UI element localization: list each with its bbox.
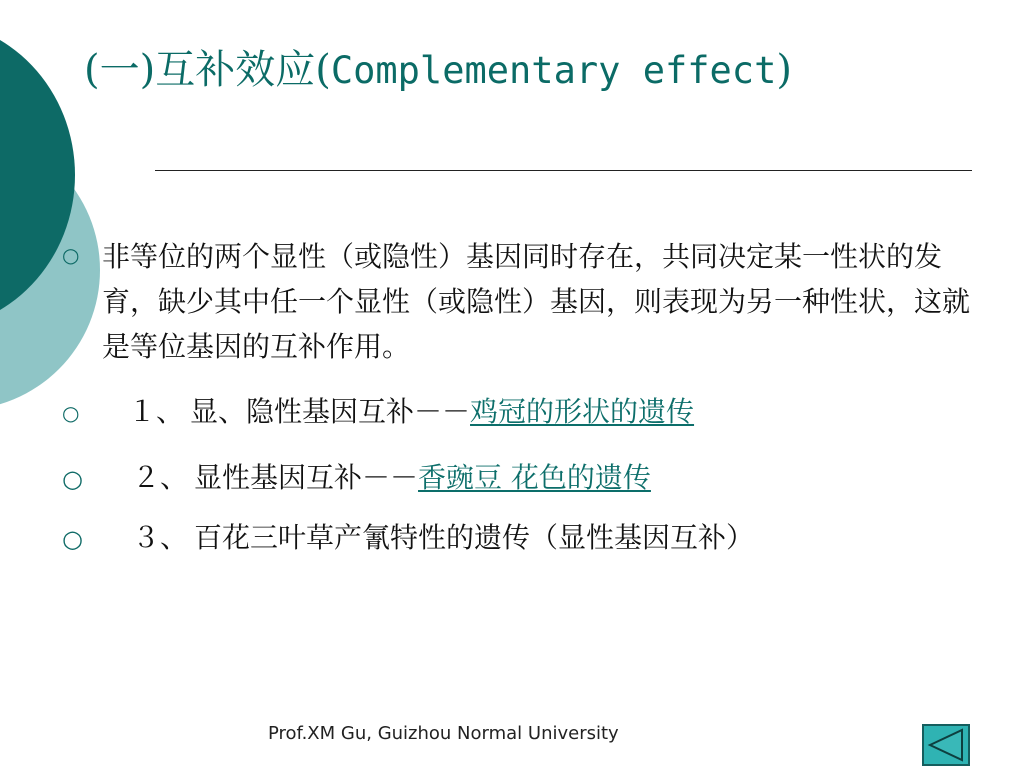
previous-slide-button[interactable] (922, 724, 970, 766)
item-text: 显性基因互补－－ (194, 461, 419, 494)
title-suffix: ) (776, 47, 792, 93)
item-text: 百花三叶草产氰特性的遗传（显性基因互补） (194, 521, 755, 554)
title-prefix: (一)互补效应( (84, 47, 331, 93)
link-comb-shape-inheritance[interactable]: 鸡冠的形状的遗传 (470, 395, 695, 428)
item-number: ２、 (132, 461, 189, 494)
slide-title (84, 40, 1004, 101)
bullet-icon: ○ (62, 243, 80, 267)
list-item-1 (128, 392, 694, 432)
list-item-3 (132, 518, 754, 558)
bullet-icon: ○ (62, 525, 83, 553)
title-divider (155, 170, 972, 171)
item-text: 显、隐性基因互补－－ (190, 395, 471, 428)
bullet-icon: ○ (62, 465, 83, 493)
previous-arrow-icon (924, 726, 968, 764)
footer-credit: Prof.XM Gu, Guizhou Normal University (268, 723, 619, 744)
item-number: １、 (128, 395, 185, 428)
list-item-2 (132, 458, 651, 498)
bullet-icon: ○ (62, 401, 80, 425)
item-number: ３、 (132, 521, 189, 554)
title-latin: Complementary effect (330, 49, 777, 92)
link-sweet-pea-flower-color[interactable]: 香豌豆 花色的遗传 (418, 461, 651, 494)
definition-text: 非等位的两个显性（或隐性）基因同时存在，共同决定某一性状的发育，缺少其中任一个显性（或隐性）基因，则表现为另一种性状，这就是等位基因的互补作用。 (102, 240, 971, 363)
